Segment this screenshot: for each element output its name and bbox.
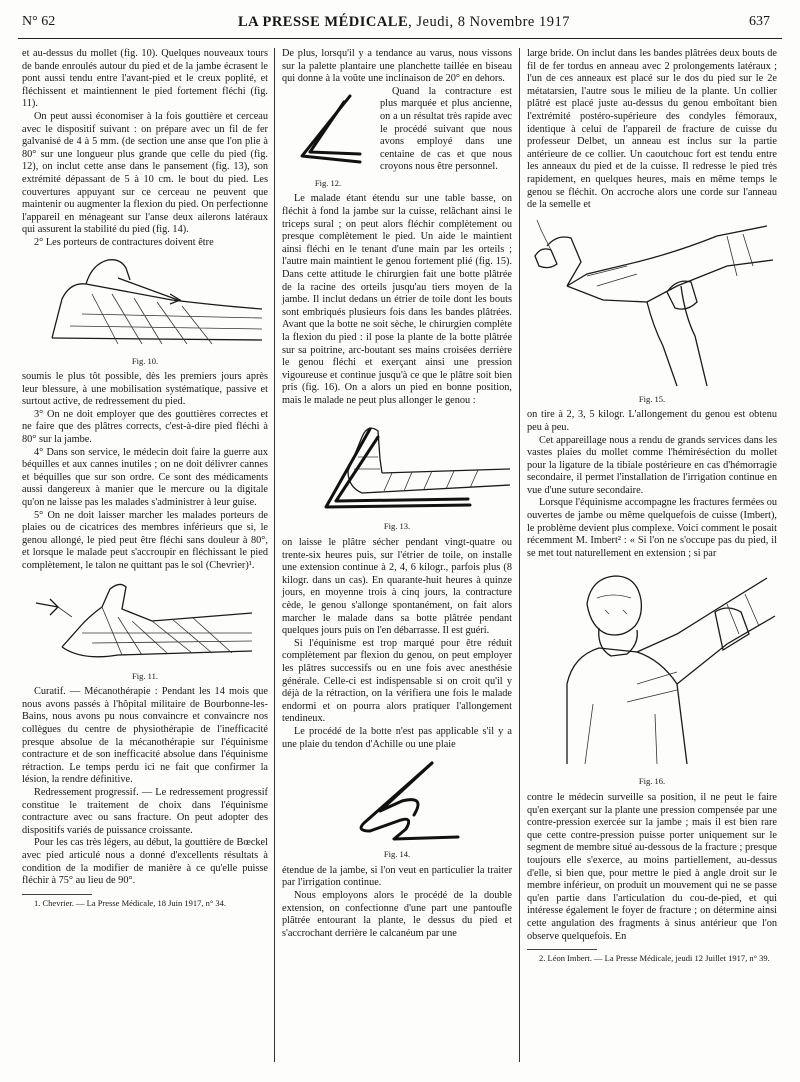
paragraph: Si l'équinisme est trop marqué pour être réduit complètement par flexion du genou, on peut employer les plâtres successifs ou en une fois avec anesthésie générale. Celle-ci est indispensable si on croit qu'il y déjà de la rétraction, on la vérifiera une fois le malade endormi et on pourra alors pratiquer l'allongement tendineux. [282, 637, 512, 725]
paragraph: Nous employons alors le procédé de la double extension, on confectionne d'une part une pantoufle plâtrée entourant la plante, le dessus du pied et s'accrochant derrière le calcanéum par une [282, 889, 512, 939]
paragraph: Le procédé de la botte n'est pas applicable s'il y a une plaie du tendon d'Achille ou une plaie [282, 725, 512, 750]
paragraph: Redressement progressif. — Le redressement progressif constitue le traitement de choix dans l'équinisme contracture avec ou sans fracture. On peut adopter des dispositifs variés de puissance croissante. [22, 786, 268, 836]
figure-15-illustration [527, 216, 777, 392]
figure-caption: Fig. 10. [131, 355, 159, 366]
footnote: 2. Léon Imbert. — La Presse Médicale, jeudi 12 Juillet 1917, n° 39. [539, 953, 770, 964]
figure-11-illustration [22, 577, 268, 669]
issue-number: N° 62 [22, 14, 56, 29]
paragraph: contre le médecin surveille sa position, il ne peut le faire qu'en exerçant sur la plante une pression compensée par une contre-pression exercée sur la jambe ; mais il est bien rare que cette contre-pression puisse porter uniquement sur le segment de membre situé au-dessous de la fracture ; presque toujours elle s'exerce, au moins partiellement, au-dessus d'elle, si bien que, pour mettre le pied à angle droit sur le membre inférieur, on produit un mouvement qui ne se passe qu'en partie dans l'articulation du cou-de-pied, et qui intéresse également le foyer de fracture ; on détermine ainsi cette angulation des fragments à sinus antérieur que l'on observe quelquefois. En [527, 792, 777, 942]
footnote: 1. Chevrier. — La Presse Médicale, 18 Juin 1917, n° 34. [34, 897, 227, 908]
column-3 [527, 48, 777, 964]
paragraph: large bride. On inclut dans les bandes plâtrées deux bouts de fil de fer tordus en anneau avec 2 prolongements latéraux ; l'un de ces anneaux est placé sur le dos du pied sur le 2e métatarsien, l'autre sous le milieu de la plante. Un collier plâtré est placé juste au-dessus du genou emboîtant bien l'extrémité postéro-supérieure des condyles fémoraux, identique à celui de l'appareil de fracture de cuisse du professeur Delbet, un anneau est inclus sur la partie antérieure de ce collier. Un caoutchouc fort est tendu entre les anneaux du pied et de la cuisse. Il redresse le pied très rapidement, en quelques heures, mais en même temps le genou se fléchit. On accroche alors une corde sur l'anneau de la semelle et [527, 48, 777, 211]
figure-caption: Fig. 15. [638, 393, 666, 404]
figure-caption: Fig. 13. [383, 521, 411, 532]
paragraph: On peut aussi économiser à la fois gouttière et cerceau avec le dispositif suivant : on prépare avec un fil de fer galvanisé de 4 à 5 mm. (de section une anse que l'on plie à 80° sur une longueur plus grande que celle du pied (fig. 12), on inclut cette anse dans le pansement (fig. 13), son extrémité dépassant de 5 à 10 cm. le bout du pied. Les couvertures appuyant sur ce cerceau ne peuvent que maintenir ou augmenter la flexion du pied. On perfectionne l'appareil en ménageant sur l'anse deux ailerons latéraux qui assurent la stabilité du pied (fig. 14). [22, 110, 268, 236]
paragraph: De plus, lorsqu'il y a tendance au varus, nous vissons sur la palette plantaire une planchette taillée en biseau qui donne à la voûte une inclinaison de 20° en dehors. [282, 48, 512, 85]
paragraph: Le malade étant étendu sur une table basse, on fléchit à fond la jambe sur la cuisse, relâchant ainsi le triceps sural ; on peut alors fléchir complètement ou presque complètement le pied. Un aide le maintient ainsi fléchi en le tenant d'une main par les orteils ; l'autre main maintient le genou fortement plié (fig. 15). Dans cette attitude le chirurgien fait une botte plâtrée de la racine des orteils jusqu'au tiers moyen de la jambe. Il inclut dedans un étrier de toile dont les bouts sont embriqués plusieurs fois dans les bandes plâtrées. Avant que la botte ne soit sèche, le chirurgien complète la flexion du pied : il pose la plante de la botte plâtrée sur sa poitrine, arc-boutant ses mains croisées derrière le genou fléchi et exerçant ainsi une pression vigoureuse et continue jusqu'à ce que le plâtre soit bien pris (fig. 16). On a alors un pied en bonne position, mais le malade ne peut plus allonger le genou : [282, 193, 512, 406]
figure-12 [282, 90, 374, 190]
figure-16-illustration [527, 564, 777, 774]
paragraph: on tire à 2, 3, 5 kilogr. L'allongement du genou est obtenu peu à peu. [527, 409, 777, 433]
paragraph: soumis le plus tôt possible, dès les premiers jours après leur blessure, à une mobilisation systématique, passive et surtout active, de redressement du pied. [22, 371, 268, 408]
paragraph: Lorsque l'équinisme accompagne les fractures fermées ou ouvertes de jambe ou même quelquefois de cuisse (Imbert), le problème devient plus complexe. Voici comment le posait récemment M. Imbert² : « Si l'on ne s'occupe pas du pied, il se met tout naturellement en extension ; si par [527, 497, 778, 559]
figure-11 [22, 577, 268, 683]
figure-caption: Fig. 11. [132, 670, 158, 681]
column-divider [274, 48, 275, 1062]
issue-date: , Jeudi, 8 Novembre 1917 [408, 14, 570, 30]
paragraph: Curatif. — Mécanothérapie : Pendant les 14 mois que nous avons passés à l'hôpital militaire de Bourbonne-les-Bains, nous avons pu nous convaincre et convaincre nos collègues du centre de physiothérapie de l'inefficacité presque absolue de la mécanothérapie sur l'équinisme contracture et de son inefficacité absolue dans l'équinisme rétraction. Le temps perdu ici ne fait que confirmer la lésion, la rendre définitive. [22, 686, 268, 786]
column-1 [22, 48, 268, 909]
paragraph: 3° On ne doit employer que des gouttières correctes et ne faire que des plâtres corrects, c'est-à-dire pied fléchi à 80° sur la jambe. [22, 408, 268, 446]
paragraph: 5° On ne doit laisser marcher les malades porteurs de plaies ou de cicatrices des membres inférieurs que si, le genou allongé, le pied peut être fléchi sans douleur à 80°, et lorsque le malade peut s'accroupir en fléchissant le pied complètement, le talon ne quittant pas le sol (Chevrier)¹. [22, 509, 268, 571]
paragraph: 4° Dans son service, le médecin doit faire la guerre aux béquilles et aux cannes inutiles ; on ne doit délivrer cannes et béquilles que sur son ordre. Ce sont des médicaments aussi dangereux à manier que le mercure ou la digitale qu'on ne laisse pas les malades s'administrer à leur guise. [22, 446, 268, 509]
column-2 [282, 48, 512, 940]
figure-12-row [282, 86, 512, 194]
header-rule [18, 38, 782, 39]
footnote-rule [22, 894, 92, 895]
figure-14 [282, 755, 512, 861]
figure-12-illustration [282, 90, 374, 176]
figure-10 [22, 254, 268, 368]
paragraph: Pour les cas très légers, au début, la gouttière de Bœckel avec pied articulé nous a donné d'excellents résultats à condition de la modifier de manière à ce qu'elle puisse fléchir à 75° au lieu de 90°. [22, 837, 268, 887]
paragraph: et au-dessus du mollet (fig. 10). Quelques nouveaux tours de bande enroulés autour du pied et de la jambe écrasent le pont aussi tendu entre l'avant-pied et le creux poplité, et fléchissent et maintiennent le pied fortement fléchi (fig. 11). [22, 48, 268, 110]
paragraph: Quand la contracture est plus marquée et plus ancienne, on a un résultat très rapide avec le procédé suivant que nous avons employé dans une centaine de cas et que nous croyons nous être personnel. [380, 85, 512, 173]
journal-title [238, 14, 570, 31]
running-header [0, 14, 800, 34]
figure-10-illustration [22, 254, 268, 354]
page-number: 637 [749, 14, 770, 29]
figure-caption: Fig. 12. [314, 177, 342, 188]
paragraph: on laisse le plâtre sécher pendant vingt-quatre ou trente-six heures puis, sur l'étrier de toile, on installe une extension continue à 2, 4, 6 kilogr., parfois plus (8 kilogr. dans un cas). En quarante-huit heures à quinze jours, en moyenne trois à cinq jours, la contracture cède, le genou s'allonge spontanément, on fait alors marcher le malade dans sa botte plâtrée pendant quelques jours puis on l'en débarrasse. Il est guéri. [282, 537, 512, 637]
footnote-rule [527, 949, 597, 950]
paragraph: 2° Les porteurs de contractures doivent être [34, 236, 214, 248]
figure-13-illustration [282, 411, 512, 519]
figure-15 [527, 216, 777, 406]
paragraph: Cet appareillage nous a rendu de grands services dans les vastes plaies du mollet comme l'hémiréséction du mollet pour la ligature de la tibiale postérieure en cas d'hémorragie secondaire, il permet l'installation de l'irrigation continue en vue d'une suture secondaire. [527, 434, 777, 496]
figure-caption: Fig. 14. [383, 849, 411, 860]
journal-name: LA PRESSE MÉDICALE [238, 14, 409, 30]
figure-caption: Fig. 16. [638, 776, 666, 787]
figure-13 [282, 411, 512, 533]
column-divider [519, 48, 520, 1062]
paragraph: étendue de la jambe, si l'on veut en particulier la traiter par l'irrigation continue. [282, 864, 512, 889]
figure-16 [527, 564, 777, 788]
figure-14-illustration [282, 755, 512, 847]
